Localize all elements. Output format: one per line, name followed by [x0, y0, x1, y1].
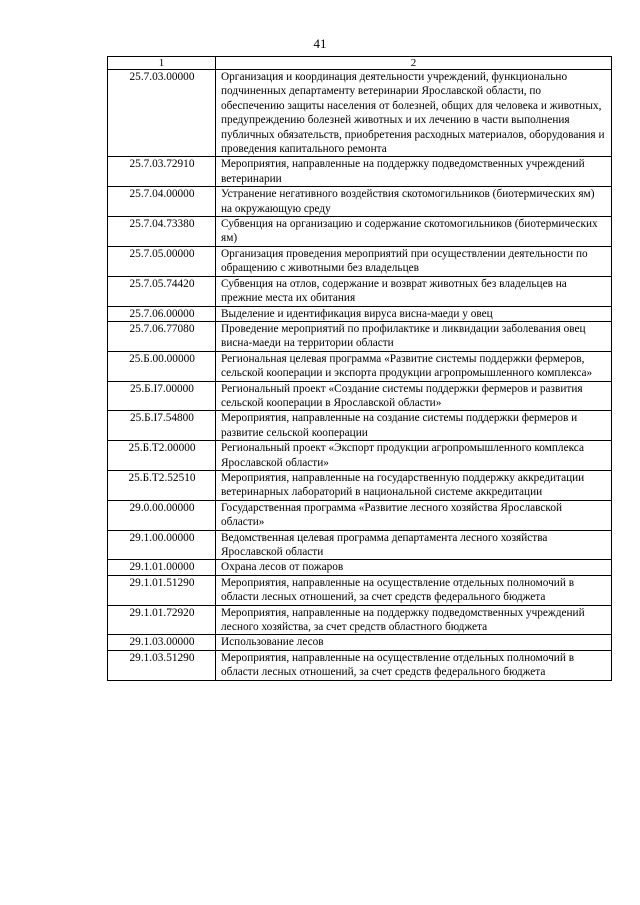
table-row [108, 70, 612, 157]
description-cell: Проведение мероприятий по профилактике и ликвидации заболевания овец висна-маеди на территории области [216, 321, 612, 351]
budget-code-cell: 25.Б.I7.00000 [108, 381, 216, 411]
table-row [108, 157, 612, 187]
budget-code-cell: 25.7.03.00000 [108, 70, 216, 157]
description-cell: Мероприятия, направленные на осуществление отдельных полномочий в области лесных отношений, за счет средств федерального бюджета [216, 575, 612, 605]
table-row [108, 635, 612, 650]
table-row [108, 575, 612, 605]
page-number: 41 [313, 36, 327, 51]
table-row [108, 605, 612, 635]
budget-code-cell: 25.7.05.00000 [108, 246, 216, 276]
description-cell: Мероприятия, направленные на поддержку подведомственных учреждений лесного хозяйства, за счет средств областного бюджета [216, 605, 612, 635]
table-header-row [108, 57, 612, 70]
table-body [108, 70, 612, 681]
classification-table [107, 56, 612, 681]
description-cell: Организация и координация деятельности учреждений, функционально подчиненных департаменту ветеринарии Ярославской области, по обеспечению защиты населения от болезней, общих для человека и животных, предупреждению болезней животных и их лечению в части выполнения публичных обязательств, приобретения расходных материалов, оборудования и проведения капитального ремонта [216, 70, 612, 157]
description-cell: Мероприятия, направленные на поддержку подведомственных учреждений ветеринарии [216, 157, 612, 187]
budget-code-cell: 25.7.04.00000 [108, 187, 216, 217]
description-cell: Региональный проект «Создание системы поддержки фермеров и развития сельской кооперации в Ярославской области» [216, 381, 612, 411]
budget-code-cell: 25.7.03.72910 [108, 157, 216, 187]
budget-code-cell: 25.Б.Т2.00000 [108, 441, 216, 471]
table-row [108, 351, 612, 381]
table-row [108, 441, 612, 471]
budget-code-cell: 29.1.00.00000 [108, 530, 216, 560]
description-cell: Охрана лесов от пожаров [216, 560, 612, 575]
description-cell: Государственная программа «Развитие лесного хозяйства Ярославской области» [216, 500, 612, 530]
column-header-code: 1 [108, 57, 216, 70]
column-header-description: 2 [216, 57, 612, 70]
description-cell: Региональный проект «Экспорт продукции агропромышленного комплекса Ярославской области» [216, 441, 612, 471]
budget-code-cell: 25.Б.00.00000 [108, 351, 216, 381]
table-row [108, 470, 612, 500]
description-cell: Устранение негативного воздействия скотомогильников (биотермических ям) на окружающую среду [216, 187, 612, 217]
description-cell: Выделение и идентификация вируса висна-маеди у овец [216, 306, 612, 321]
table-row [108, 560, 612, 575]
table-row [108, 246, 612, 276]
table-row [108, 500, 612, 530]
description-cell: Региональная целевая программа «Развитие системы поддержки фермеров, сельской кооперации и экспорта продукции агропромышленного комплекса» [216, 351, 612, 381]
budget-code-cell: 29.1.03.51290 [108, 650, 216, 680]
table-row [108, 530, 612, 560]
budget-code-cell: 25.Б.I7.54800 [108, 411, 216, 441]
description-cell: Мероприятия, направленные на государственную поддержку аккредитации ветеринарных лабораторий в национальной системе аккредитации [216, 470, 612, 500]
budget-code-cell: 25.7.05.74420 [108, 276, 216, 306]
description-cell: Субвенция на отлов, содержание и возврат животных без владельцев на прежние места их обитания [216, 276, 612, 306]
budget-code-cell: 29.1.01.51290 [108, 575, 216, 605]
budget-code-cell: 29.1.01.00000 [108, 560, 216, 575]
table-row [108, 650, 612, 680]
description-cell: Использование лесов [216, 635, 612, 650]
description-cell: Мероприятия, направленные на осуществление отдельных полномочий в области лесных отношений, за счет средств федерального бюджета [216, 650, 612, 680]
table-row [108, 306, 612, 321]
table-row [108, 187, 612, 217]
budget-code-cell: 25.7.06.77080 [108, 321, 216, 351]
budget-code-cell: 25.Б.Т2.52510 [108, 470, 216, 500]
table-row [108, 381, 612, 411]
budget-code-cell: 25.7.04.73380 [108, 217, 216, 247]
description-cell: Ведомственная целевая программа департамента лесного хозяйства Ярославской области [216, 530, 612, 560]
budget-code-cell: 25.7.06.00000 [108, 306, 216, 321]
table-row [108, 321, 612, 351]
budget-code-cell: 29.1.01.72920 [108, 605, 216, 635]
table-row [108, 411, 612, 441]
description-cell: Мероприятия, направленные на создание системы поддержки фермеров и развитие сельской кооперации [216, 411, 612, 441]
table-row [108, 217, 612, 247]
budget-code-cell: 29.1.03.00000 [108, 635, 216, 650]
table-row [108, 276, 612, 306]
description-cell: Субвенция на организацию и содержание скотомогильников (биотермических ям) [216, 217, 612, 247]
description-cell: Организация проведения мероприятий при осуществлении деятельности по обращению с животными без владельцев [216, 246, 612, 276]
budget-code-cell: 29.0.00.00000 [108, 500, 216, 530]
